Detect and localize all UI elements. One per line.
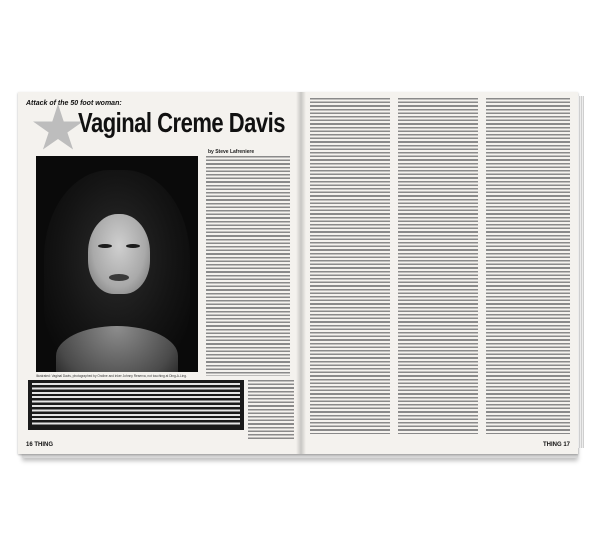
page-number-right: THING 17 — [542, 442, 570, 448]
photo-eye-left — [98, 244, 112, 248]
magazine-spread — [18, 92, 578, 454]
column-2 — [398, 98, 478, 434]
article-title: Vaginal Creme Davis — [78, 107, 285, 139]
page-number-left: 16 THING — [26, 442, 54, 448]
body-text-lines — [248, 380, 294, 440]
article-kicker: Attack of the 50 foot woman: — [26, 100, 122, 107]
intro-box — [28, 380, 244, 430]
right-page — [302, 92, 578, 454]
star-graphic — [32, 104, 84, 154]
intro-text-lines — [32, 383, 240, 427]
interview-column-left-bottom — [248, 380, 294, 440]
portrait-photo — [36, 156, 198, 372]
body-text-lines — [398, 98, 478, 434]
interview-column-left — [206, 156, 290, 376]
article-byline: by Steve Lafreniere — [208, 149, 255, 155]
photo-eye-right — [126, 244, 140, 248]
photo-face — [88, 214, 150, 294]
column-3 — [486, 98, 570, 434]
body-text-lines — [206, 156, 290, 376]
body-text-lines — [486, 98, 570, 434]
body-text-lines — [310, 98, 390, 434]
column-1 — [310, 98, 390, 434]
photo-caption: Illustrated: Vaginal Davis, photographed by Ondine and inker Johnny Reserva, not touching at Ding-A-Ling. — [36, 374, 187, 378]
photo-lips — [109, 274, 129, 281]
left-page — [18, 92, 298, 454]
page-edges — [578, 96, 584, 448]
